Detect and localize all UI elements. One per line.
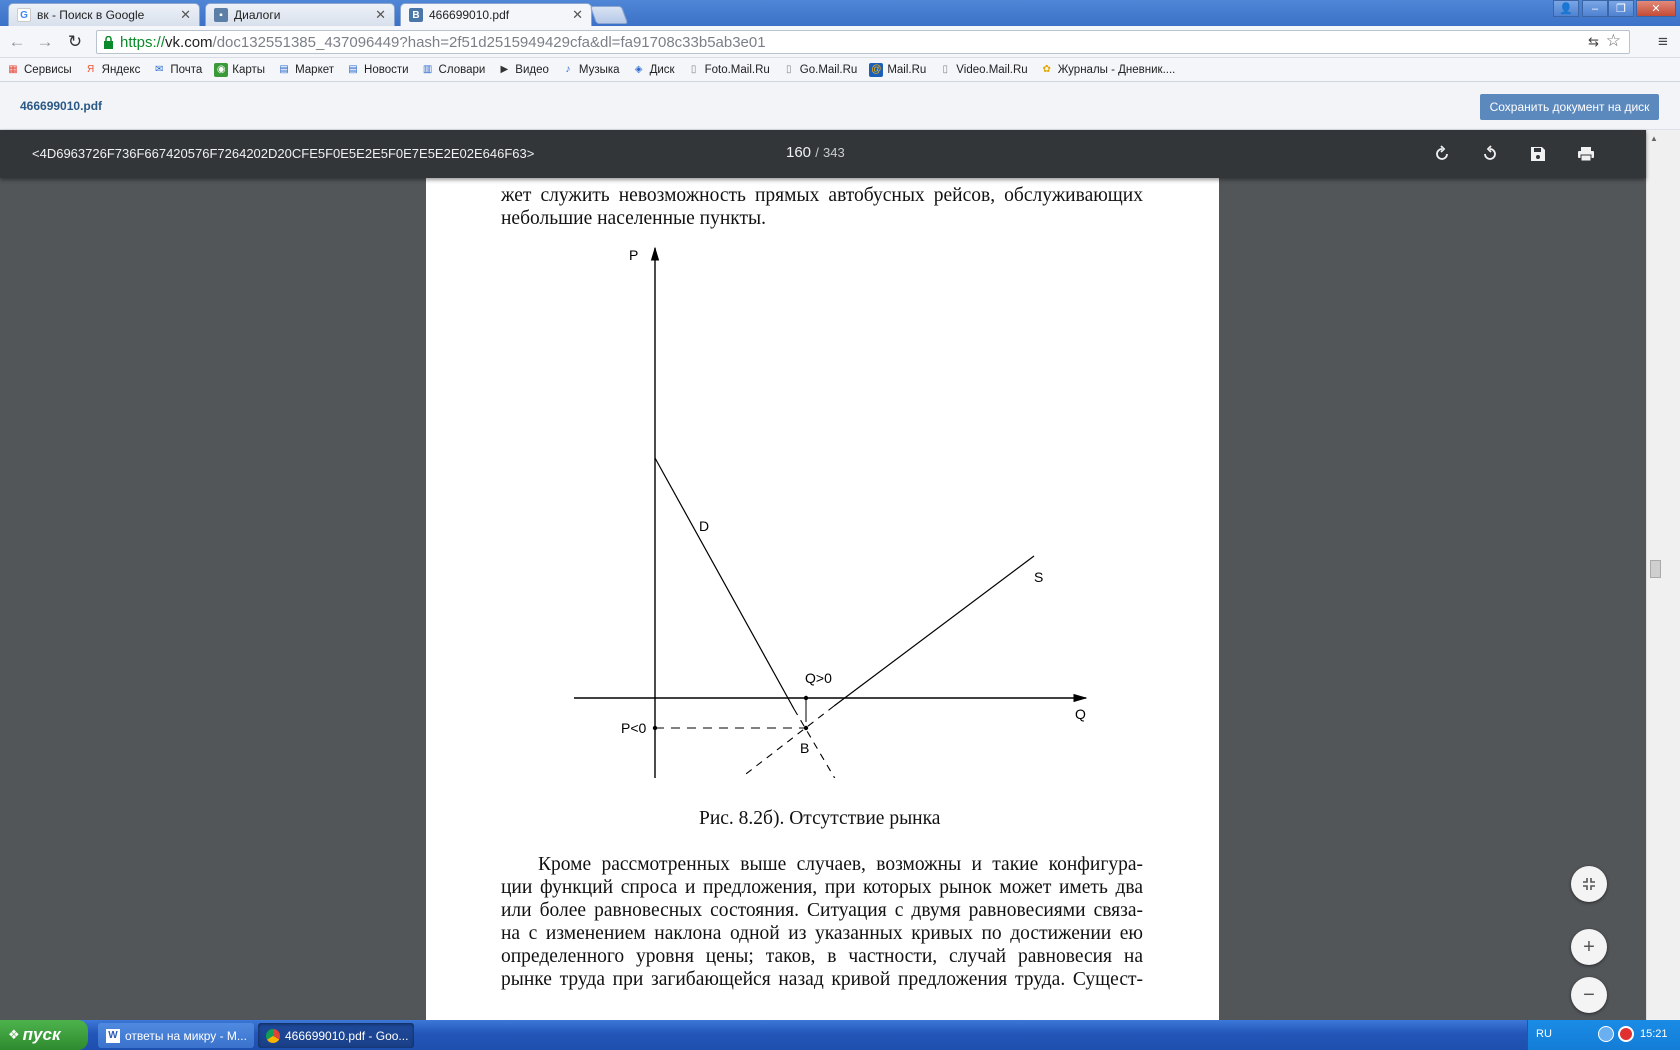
bookmark-video-mail[interactable]: ▯ Video.Mail.Ru bbox=[938, 63, 1027, 77]
zoom-in-icon[interactable]: + bbox=[1571, 929, 1607, 965]
bookmark-mail[interactable]: ✉ Почта bbox=[152, 63, 202, 77]
page-icon: ▯ bbox=[786, 64, 792, 75]
page-icon: ▯ bbox=[942, 64, 949, 75]
bookmark-go-mail[interactable]: ▯ Go.Mail.Ru bbox=[782, 63, 858, 77]
play-icon: ▶ bbox=[500, 64, 509, 75]
maps-icon: ◉ bbox=[214, 63, 228, 77]
tab-title: 466699010.pdf bbox=[429, 8, 510, 22]
star-icon[interactable]: ☆ bbox=[1605, 31, 1621, 50]
close-icon[interactable]: ✕ bbox=[180, 7, 191, 22]
rotate-ccw-icon[interactable] bbox=[1478, 142, 1502, 166]
label-demand: D bbox=[699, 518, 710, 534]
language-indicator[interactable]: RU bbox=[1536, 1028, 1552, 1040]
system-tray bbox=[1527, 1020, 1680, 1050]
save-icon[interactable] bbox=[1526, 142, 1550, 166]
translate-icon[interactable]: ⇆ bbox=[1588, 34, 1599, 49]
new-tab-button[interactable] bbox=[590, 6, 629, 24]
bookmark-journals[interactable]: ✿ Журналы - Дневник.... bbox=[1040, 63, 1176, 77]
dictionary-icon: ▥ bbox=[422, 64, 433, 75]
bookmark-music[interactable]: ♪ Музыка bbox=[561, 63, 620, 77]
market-icon: ▤ bbox=[279, 64, 289, 75]
text-line: небольшие населенные пункты. bbox=[501, 208, 766, 229]
clock[interactable]: 15:21 bbox=[1640, 1028, 1668, 1040]
axis-label-p: P bbox=[629, 247, 639, 263]
taskbar-item-chrome[interactable]: 466699010.pdf - Goo... bbox=[258, 1023, 414, 1048]
url-path: /doc132551385_437096449?hash=2f51d2515949429cfa&dl=fa91708c33b5ab3e01 bbox=[212, 33, 766, 51]
text-line: жет служить невозможность прямых автобусных рейсов, обслуживающих bbox=[501, 185, 1143, 206]
bookmark-mail-ru[interactable]: @ Mail.Ru bbox=[871, 63, 927, 76]
print-icon[interactable] bbox=[1574, 142, 1598, 166]
tab-dialogs[interactable] bbox=[205, 3, 395, 26]
document-header bbox=[0, 82, 1680, 130]
figure-caption: Рис. 8.2б). Отсутствие рынка bbox=[699, 808, 941, 829]
pdf-title: <4D6963726F736F667420576F7264202D20CFE5F0E5E2E5F0E7E5E2E02E646F63> bbox=[32, 146, 535, 161]
music-icon: ♪ bbox=[565, 64, 571, 75]
rotate-cw-icon[interactable] bbox=[1430, 142, 1454, 166]
close-window-button[interactable]: ✕ bbox=[1636, 0, 1676, 17]
point-p-negative bbox=[653, 726, 657, 730]
user-icon[interactable]: 👤 bbox=[1553, 0, 1579, 17]
total-pages: 343 bbox=[823, 145, 845, 160]
current-page-input[interactable]: 160 bbox=[786, 144, 812, 161]
pdf-toolbar bbox=[0, 130, 1646, 178]
pdf-page bbox=[426, 178, 1219, 1020]
menu-icon[interactable]: ≡ bbox=[1658, 32, 1668, 51]
close-icon[interactable]: ✕ bbox=[572, 7, 583, 22]
page-scrollbar[interactable] bbox=[1646, 130, 1680, 1020]
start-button[interactable]: ❖ пуск bbox=[0, 1020, 88, 1050]
disk-icon: ◈ bbox=[634, 64, 643, 75]
bookmark-news[interactable]: ▤ Новости bbox=[346, 63, 409, 77]
save-to-disk-button[interactable]: Сохранить документ на диск bbox=[1480, 94, 1659, 120]
bookmark-yandex[interactable]: Я Яндекс bbox=[84, 63, 141, 77]
taskbar-item-word[interactable]: W ответы на микру - М... bbox=[98, 1023, 254, 1048]
chrome-icon bbox=[266, 1029, 280, 1043]
bookmarks-bar bbox=[0, 58, 1680, 82]
paragraph-line: рынке труда при загибающейся назад кривой предложения труда. Сущест- bbox=[501, 969, 1143, 990]
tab-pdf[interactable] bbox=[400, 3, 592, 26]
demand-curve bbox=[655, 458, 794, 709]
url-host: vk.com bbox=[165, 33, 213, 51]
mail-icon: ✉ bbox=[155, 64, 164, 75]
mailru-icon: @ bbox=[871, 64, 882, 75]
bookmark-disk[interactable]: ◈ Диск bbox=[632, 63, 675, 77]
google-icon: G bbox=[17, 8, 31, 22]
axis-label-q: Q bbox=[1075, 706, 1086, 722]
point-q-positive bbox=[804, 696, 808, 700]
windows-logo-icon: ❖ bbox=[8, 1027, 20, 1042]
point-b bbox=[804, 726, 808, 730]
bookmark-dictionaries[interactable]: ▥ Словари bbox=[421, 63, 486, 77]
document-filename: 466699010.pdf bbox=[20, 99, 103, 113]
liveinternet-icon: ✿ bbox=[1042, 64, 1051, 75]
restore-button[interactable]: ❐ bbox=[1608, 0, 1634, 17]
lock-icon bbox=[103, 36, 114, 49]
paragraph-line: Кроме рассмотренных выше случаев, возможны и такие конфигура- bbox=[538, 854, 1143, 875]
label-point-b: B bbox=[800, 740, 810, 756]
tab-title: Диалоги bbox=[234, 8, 281, 22]
reload-icon[interactable]: ↻ bbox=[67, 32, 83, 51]
zoom-out-icon[interactable]: − bbox=[1571, 977, 1607, 1013]
bookmark-services[interactable]: ▦ Сервисы bbox=[6, 63, 72, 77]
label-supply: S bbox=[1034, 569, 1044, 585]
forward-icon[interactable]: → bbox=[36, 32, 54, 51]
pdf-viewer bbox=[0, 130, 1646, 1020]
label-q-positive: Q>0 bbox=[805, 670, 832, 686]
page-icon: ▯ bbox=[690, 64, 697, 75]
windows-taskbar bbox=[0, 1020, 1680, 1050]
scroll-up-icon[interactable]: ▲ bbox=[1650, 134, 1658, 143]
address-bar[interactable] bbox=[96, 30, 1630, 54]
news-icon: ▤ bbox=[348, 64, 358, 75]
bookmark-market[interactable]: ▤ Маркет bbox=[277, 63, 334, 77]
word-icon: W bbox=[106, 1029, 120, 1043]
antivirus-icon[interactable] bbox=[1618, 1026, 1634, 1042]
bookmark-foto-mail[interactable]: ▯ Foto.Mail.Ru bbox=[687, 63, 770, 77]
supply-demand-diagram bbox=[426, 178, 1219, 778]
network-icon[interactable] bbox=[1598, 1026, 1614, 1042]
apps-icon: ▦ bbox=[8, 64, 18, 75]
paragraph-line: на с изменением наклона одной из указанных кривых по достижении ею bbox=[501, 923, 1143, 944]
scrollbar-thumb[interactable] bbox=[1650, 560, 1661, 578]
back-icon[interactable]: ← bbox=[8, 32, 26, 51]
bookmark-video[interactable]: ▶ Видео bbox=[497, 63, 549, 77]
url-scheme: https:// bbox=[120, 33, 166, 51]
yandex-icon: Я bbox=[87, 64, 95, 75]
fit-to-page-icon[interactable] bbox=[1571, 866, 1607, 902]
chat-icon: ▪ bbox=[214, 8, 228, 22]
tab-title: вк - Поиск в Google bbox=[37, 8, 145, 22]
bookmark-maps[interactable]: ◉ Карты bbox=[214, 63, 265, 77]
supply-curve-extension bbox=[742, 706, 834, 777]
label-p-negative: P<0 bbox=[621, 720, 647, 736]
minimize-button[interactable]: ‒ bbox=[1582, 0, 1608, 17]
tab-google-search[interactable] bbox=[8, 3, 200, 26]
close-icon[interactable]: ✕ bbox=[375, 7, 386, 22]
vk-icon: В bbox=[409, 8, 423, 22]
paragraph-line: определенного уровня цены; таков, в частности, случай равновесия на bbox=[501, 946, 1143, 967]
browser-toolbar bbox=[0, 26, 1680, 58]
supply-curve bbox=[834, 556, 1034, 706]
paragraph-line: ции функций спроса и предложения, при которых рынок может иметь два bbox=[501, 877, 1143, 898]
tab-strip bbox=[0, 0, 1680, 26]
paragraph-line: или более равновесных состояния. Ситуация с двумя равновесиями связа- bbox=[501, 900, 1143, 921]
page-indicator bbox=[786, 144, 845, 161]
page-separator: / bbox=[815, 145, 819, 160]
